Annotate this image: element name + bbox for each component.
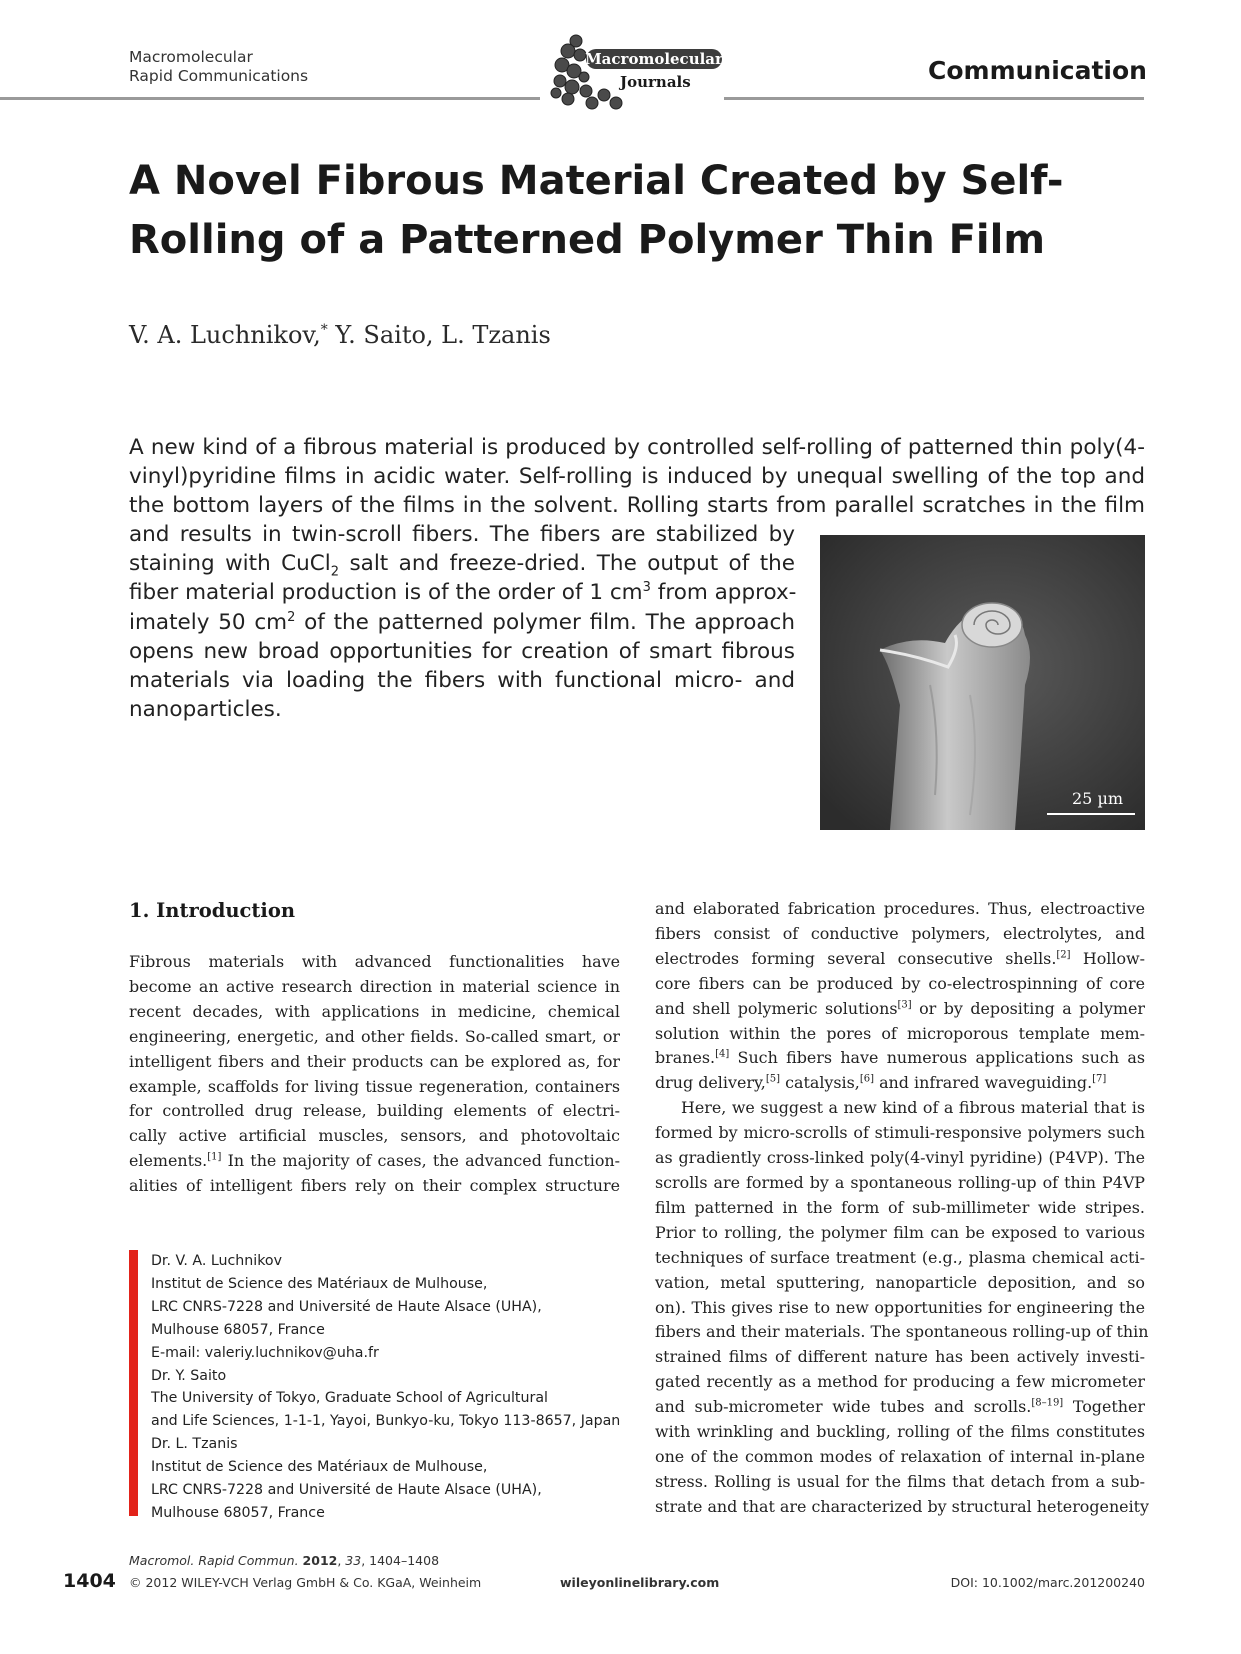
author-list <box>129 321 551 349</box>
author-rest: Y. Saito, L. Tzanis <box>327 321 551 349</box>
body-line: intelligent fibers and their products can be explored as, for <box>129 1051 620 1071</box>
body-line: one of the common modes of relaxation of internal in-plane <box>655 1446 1145 1466</box>
body-column-left <box>129 950 620 1199</box>
affiliation-line: Mulhouse 68057, France <box>151 1321 325 1338</box>
abstract-text: of the patterned polymer film. The approach <box>295 609 795 635</box>
body-line: engineering, energetic, and other fields. So-called smart, or <box>129 1026 620 1046</box>
body-line: core fibers can be produced by co-electrospinning of core <box>655 973 1145 993</box>
affiliation-line: Dr. L. Tzanis <box>151 1436 238 1453</box>
affiliation-line: Dr. V. A. Luchnikov <box>151 1253 283 1269</box>
journal-name <box>129 48 308 86</box>
body-text: Hollow- <box>1070 948 1145 968</box>
affiliation-email[interactable]: E-mail: valeriy.luchnikov@uha.fr <box>151 1344 379 1361</box>
abstract-line: A new kind of a fibrous material is produced by controlled self-rolling of patterned thin poly(4- <box>129 435 1145 460</box>
affiliation-line: The University of Tokyo, Graduate School of Agricultural <box>151 1390 548 1407</box>
body-line: recent decades, with applications in medicine, chemical <box>129 1001 620 1021</box>
affiliation-line: Institut de Science des Matériaux de Mulhouse, <box>151 1275 488 1292</box>
citation-ref: [5] <box>765 1074 781 1086</box>
body-line: strained films of different nature has been actively investi- <box>655 1347 1145 1367</box>
abstract-line: the bottom layers of the films in the solvent. Rolling starts from parallel scratches in the film <box>129 493 1145 519</box>
abstract-line <box>129 549 795 578</box>
subscript: 2 <box>330 564 340 580</box>
section-heading: 1. Introduction <box>129 899 296 922</box>
citation-ref: [1] <box>207 1151 222 1163</box>
scale-bar-label: 25 µm <box>1072 789 1124 808</box>
abstract-text: from approx- <box>650 580 797 606</box>
body-line: as gradiently cross-linked poly(4-vinyl pyridine) (P4VP). The <box>655 1148 1145 1168</box>
affiliation-accent-bar <box>129 1250 138 1516</box>
macromolecular-journals-logo <box>540 33 724 113</box>
abstract-line: materials via loading the fibers with functional micro- and <box>129 667 795 693</box>
logo-text-line1: Macromolecular <box>585 50 723 68</box>
author-affiliations <box>151 1250 620 1525</box>
body-line <box>655 997 1145 1022</box>
body-line: techniques of surface treatment (e.g., plasma chemical acti- <box>655 1247 1145 1267</box>
body-text: and infrared waveguiding. <box>874 1073 1093 1093</box>
body-line: solution within the pores of microporous template mem- <box>655 1023 1145 1043</box>
affiliation-line: LRC CNRS-7228 and Université de Haute Alsace (UHA), <box>151 1298 542 1315</box>
body-line: for controlled drug release, building elements of electri- <box>129 1101 620 1121</box>
publisher-url-link[interactable]: wileyonlinelibrary.com <box>560 1575 720 1590</box>
body-line: strate and that are characterized by structural heterogeneity <box>655 1496 1150 1516</box>
body-line: alities of intelligent fibers rely on their complex structure <box>129 1176 620 1196</box>
body-line: example, scaffolds for living tissue regeneration, containers <box>129 1076 620 1096</box>
article-title <box>129 152 1129 270</box>
affiliation-line: Dr. Y. Saito <box>151 1367 227 1384</box>
body-text: and shell polymeric solutions <box>655 998 898 1018</box>
body-text: catalysis, <box>780 1073 860 1093</box>
abstract-text: salt and freeze-dried. The output of the <box>339 551 795 577</box>
journal-name-line1: Macromolecular <box>129 48 253 66</box>
body-line: become an active research direction in material science in <box>129 976 620 996</box>
body-line <box>655 1395 1145 1420</box>
body-line: film patterned in the form of sub-millimeter wide stripes. <box>655 1197 1145 1217</box>
body-text: and sub-micrometer wide tubes and scrolls. <box>655 1397 1032 1417</box>
body-text: Together <box>1063 1397 1145 1417</box>
cite-pages: , 1404–1408 <box>361 1553 440 1568</box>
affiliation-line: Mulhouse 68057, France <box>151 1504 325 1521</box>
title-line: Rolling of a Patterned Polymer Thin Film <box>129 217 1046 263</box>
journal-name-line2: Rapid Communications <box>129 67 309 85</box>
body-line: vation, metal sputtering, nanoparticle deposition, and so <box>655 1272 1145 1292</box>
abstract-line <box>129 608 795 637</box>
body-line <box>655 947 1145 972</box>
citation-line: Macromol. Rapid Commun. 2012, 33, 1404–1408 <box>129 1553 440 1568</box>
copyright: © 2012 WILEY-VCH Verlag GmbH & Co. KGaA, Weinheim <box>129 1575 482 1590</box>
cite-journal: Macromol. Rapid Commun. <box>129 1553 299 1568</box>
body-line: Prior to rolling, the polymer film can be exposed to various <box>655 1222 1145 1242</box>
abstract-line: and results in twin-scroll fibers. The fibers are stabilized by <box>129 522 795 548</box>
citation-ref: [8–19] <box>1031 1397 1064 1409</box>
sem-micrograph-image <box>820 535 1145 830</box>
abstract-text: imately 50 cm <box>129 609 288 635</box>
abstract-text: staining with CuCl <box>129 551 331 577</box>
body-text: Such fibers have numerous applications such as <box>729 1048 1145 1068</box>
doi[interactable]: DOI: 10.1002/marc.201200240 <box>950 1575 1145 1590</box>
body-line: fibers and their materials. The spontaneous rolling-up of thin <box>655 1322 1149 1342</box>
abstract-line <box>129 578 795 607</box>
page-number: 1404 <box>63 1570 116 1592</box>
abstract-line: vinyl)pyridine films in acidic water. Self-rolling is induced by unequal swelling of the top and <box>129 464 1145 490</box>
body-text: drug delivery, <box>655 1073 766 1093</box>
affiliation-line: and Life Sciences, 1-1-1, Yayoi, Bunkyo-ku, Tokyo 113-8657, Japan <box>151 1413 621 1430</box>
body-line <box>655 1046 1145 1071</box>
affiliation-line: LRC CNRS-7228 and Université de Haute Alsace (UHA), <box>151 1482 542 1499</box>
superscript: 3 <box>642 580 651 596</box>
body-text: or by depositing a polymer <box>911 998 1145 1018</box>
body-text: branes. <box>655 1048 716 1068</box>
author-first: V. A. Luchnikov, <box>129 321 321 349</box>
body-line <box>655 1071 1145 1096</box>
article-type: Communication <box>928 56 1147 85</box>
body-line: gated recently as a method for producing a few micrometer <box>655 1372 1145 1392</box>
citation-ref: [2] <box>1056 949 1071 961</box>
body-line: Fibrous materials with advanced functionalities have <box>129 952 620 971</box>
scale-bar <box>1047 813 1135 815</box>
title-line: A Novel Fibrous Material Created by Self- <box>129 158 1064 204</box>
body-line: formed by micro-scrolls of stimuli-responsive polymers such <box>655 1123 1145 1143</box>
citation-ref: [6] <box>859 1074 875 1086</box>
body-text: electrodes forming several consecutive shells. <box>655 948 1057 968</box>
body-column-right <box>655 897 1150 1520</box>
body-text: In the majority of cases, the advanced function- <box>221 1151 620 1171</box>
citation-ref: [4] <box>715 1049 730 1061</box>
citation-ref: [7] <box>1092 1074 1107 1086</box>
body-line: cally active artificial muscles, sensors, and photovoltaic <box>129 1126 620 1146</box>
abstract-text: fiber material production is of the order of 1 cm <box>129 580 643 606</box>
body-line: and elaborated fabrication procedures. Thus, electroactive <box>655 899 1145 918</box>
citation-ref: [3] <box>897 999 912 1011</box>
abstract-line: opens new broad opportunities for creation of smart fibrous <box>129 638 795 664</box>
body-line: fibers consist of conductive polymers, electrolytes, and <box>655 923 1145 943</box>
body-line <box>129 1149 620 1174</box>
superscript: 2 <box>287 609 296 625</box>
body-line: Here, we suggest a new kind of a fibrous material that is <box>681 1098 1145 1118</box>
abstract-line: nanoparticles. <box>129 696 282 722</box>
body-text: elements. <box>129 1151 208 1171</box>
body-line: with wrinkling and buckling, rolling of the films constitutes <box>655 1422 1145 1442</box>
corresponding-author-mark: * <box>320 322 328 338</box>
cite-volume: 33 <box>345 1553 362 1568</box>
logo-text-line2: Journals <box>620 73 691 91</box>
affiliation-line: Institut de Science des Matériaux de Mulhouse, <box>151 1459 488 1476</box>
cite-year: 2012 <box>302 1553 338 1568</box>
body-line: scrolls are formed by a spontaneous rolling-up of thin P4VP <box>655 1172 1145 1192</box>
body-line: stress. Rolling is usual for the films that detach from a sub- <box>655 1471 1145 1491</box>
body-line: on). This gives rise to new opportunities for engineering the <box>655 1297 1145 1317</box>
